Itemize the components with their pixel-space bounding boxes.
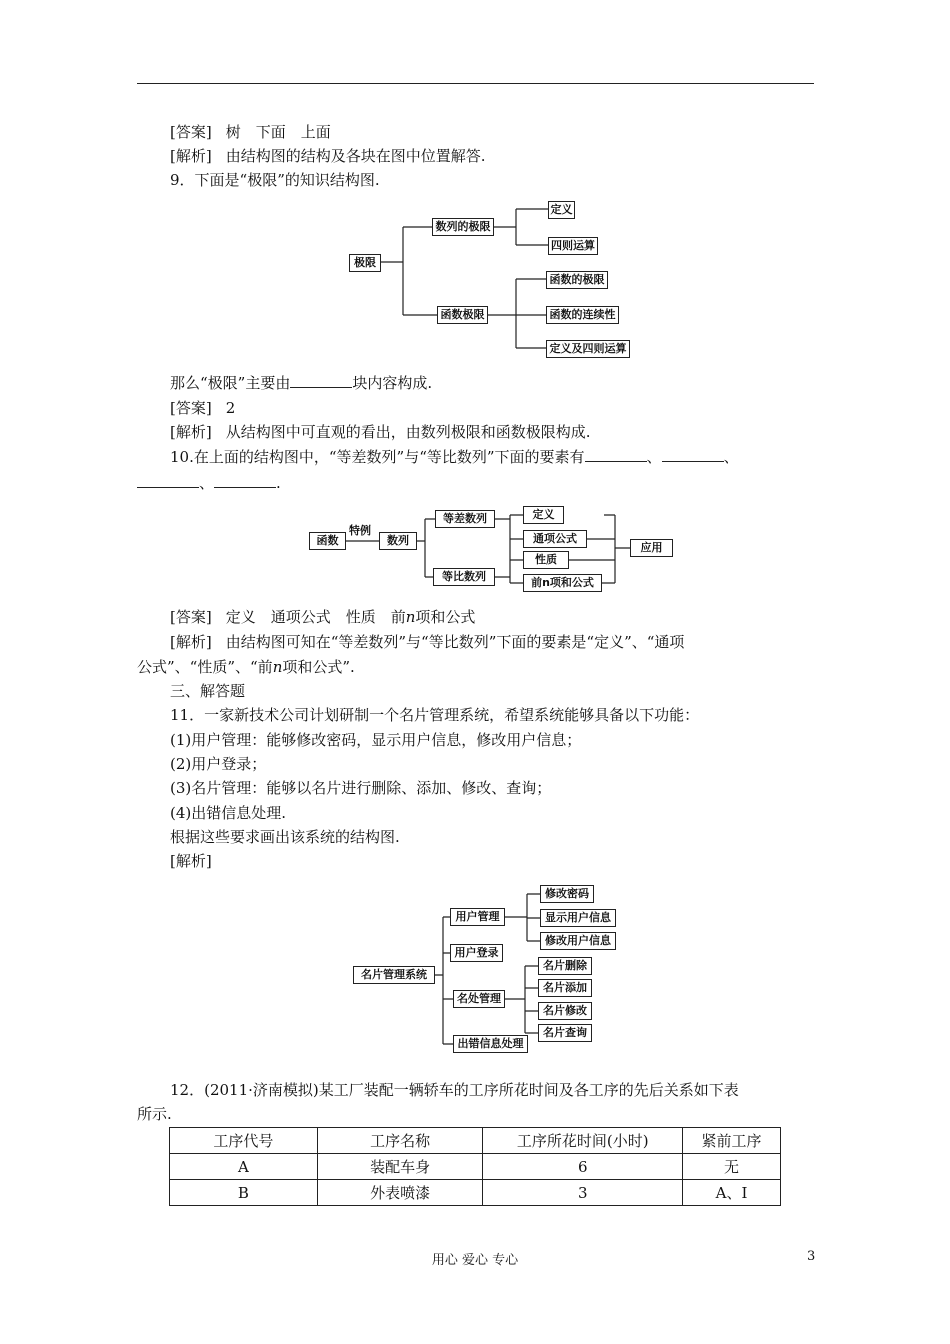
- period: .: [276, 474, 281, 492]
- diagram-label-special-case: 特例: [349, 524, 371, 537]
- table-cell: A: [170, 1154, 318, 1180]
- table-cell: 6: [483, 1154, 683, 1180]
- table-header: 工序代号: [170, 1128, 318, 1154]
- page-footer: 用心 爱心 专心: [431, 1253, 519, 1268]
- separator: 、: [646, 448, 662, 466]
- table-cell: 无: [683, 1154, 781, 1180]
- diagram-box-user-login: 用户登录: [450, 944, 503, 962]
- q11-item2: (2)用户登录；: [170, 755, 267, 773]
- diagram-box-geometric: 等比数列: [433, 568, 495, 586]
- answer-blank: [137, 474, 199, 488]
- analysis-label: [解析]: [170, 147, 212, 165]
- analysis-text: 从结构图中可直观的看出，由数列极限和函数极限构成.: [225, 423, 591, 441]
- answer-text: 2: [225, 399, 236, 417]
- diagram-box-sequence: 数列: [379, 532, 417, 550]
- q11-item3: (3)名片管理：能够以名片进行删除、添加、修改、查询；: [170, 779, 552, 797]
- analysis-text: 由结构图可知在“等差数列”与“等比数列”下面的要素是“定义”、“通项: [225, 633, 685, 651]
- table-cell: A、I: [683, 1180, 781, 1206]
- diagram-box-edit-user-info: 修改用户信息: [540, 932, 616, 950]
- diagram-box-error-handling: 出错信息处理: [453, 1035, 528, 1053]
- answer-text: 定义 通项公式 性质 前: [225, 608, 406, 626]
- diagram-box-card-system: 名片管理系统: [353, 966, 435, 984]
- table-row: [170, 1180, 781, 1206]
- table-cell: B: [170, 1180, 318, 1206]
- q11-stem: 11．一家新技术公司计划研制一个名片管理系统，希望系统能够具备以下功能：: [170, 706, 700, 724]
- answer-blank: [214, 474, 276, 488]
- q8-answer-line: [170, 121, 331, 143]
- italic-n: n: [272, 658, 283, 676]
- diagram-box-card-modify: 名片修改: [538, 1002, 592, 1020]
- page-number: 3: [807, 1249, 816, 1264]
- answer-label: [答案]: [170, 399, 212, 417]
- diagram-box-card-management: 名处管理: [453, 990, 505, 1008]
- answer-label: [答案]: [170, 123, 212, 141]
- q10-stem-line1: [170, 446, 739, 468]
- q10-stem-line2: [137, 472, 281, 494]
- diagram-box-property: 性质: [523, 551, 569, 569]
- limit-structure-diagram: [340, 195, 640, 365]
- answer-text-end: 项和公式: [415, 608, 476, 626]
- answer-blank: [662, 448, 724, 462]
- section-heading: 三、解答题: [170, 682, 246, 700]
- diagram-box-sequence-limit: 数列的极限: [432, 218, 494, 236]
- answer-text: 树 下面 上面: [225, 123, 331, 141]
- q11-analysis-label: [解析]: [170, 852, 212, 870]
- sequence-structure-diagram: [305, 505, 685, 595]
- diagram-box-definition-operations: 定义及四则运算: [546, 340, 630, 358]
- table-header: 工序名称: [317, 1128, 483, 1154]
- diagram-box-user-management: 用户管理: [450, 908, 505, 926]
- question-text-end: 块内容构成.: [352, 374, 433, 392]
- diagram-box-change-password: 修改密码: [540, 885, 594, 903]
- process-table: [169, 1127, 781, 1206]
- table-cell: 装配车身: [317, 1154, 483, 1180]
- diagram-box-card-query: 名片查询: [538, 1024, 592, 1042]
- diagram-box-function-limit: 函数极限: [437, 306, 488, 324]
- diagram-box-card-delete: 名片删除: [538, 957, 592, 975]
- analysis-label: [解析]: [170, 633, 212, 651]
- q10-stem: 10.在上面的结构图中，“等差数列”与“等比数列”下面的要素有: [170, 448, 585, 466]
- diagram-box-function-limit-leaf: 函数的极限: [546, 271, 608, 289]
- diagram-box-arithmetic: 等差数列: [435, 510, 495, 528]
- diagram-box-definition: 定义: [548, 201, 575, 219]
- answer-blank: [585, 448, 647, 462]
- diagram-box-continuity: 函数的连续性: [546, 306, 619, 324]
- diagram-box-show-user-info: 显示用户信息: [540, 909, 616, 927]
- q10-answer-line: [170, 606, 475, 628]
- analysis-text-end: 项和公式”.: [282, 658, 355, 676]
- table-header: 工序所花时间(小时): [483, 1128, 683, 1154]
- separator: 、: [723, 448, 739, 466]
- q9-analysis-line: [170, 421, 591, 443]
- table-row: [170, 1154, 781, 1180]
- diagram-box-general-formula: 通项公式: [523, 530, 587, 548]
- diagram-box-application: 应用: [630, 539, 673, 557]
- diagram-box-four-operations: 四则运算: [548, 237, 598, 255]
- q11-ask: 根据这些要求画出该系统的结构图.: [170, 828, 400, 846]
- separator: 、: [199, 474, 215, 492]
- diagram-box-card-add: 名片添加: [538, 979, 592, 997]
- q11-item1: (1)用户管理：能够修改密码，显示用户信息，修改用户信息；: [170, 731, 582, 749]
- italic-n: n: [405, 608, 416, 626]
- table-header-row: [170, 1128, 781, 1154]
- answer-label: [答案]: [170, 608, 212, 626]
- analysis-text: 公式”、“性质”、“前: [137, 658, 273, 676]
- table-cell: 3: [483, 1180, 683, 1206]
- header-rule: [137, 83, 814, 84]
- table-cell: 外表喷漆: [317, 1180, 483, 1206]
- analysis-label: [解析]: [170, 423, 212, 441]
- q8-analysis-line: [170, 145, 486, 167]
- q10-analysis-line1: [170, 631, 684, 653]
- question-text: 那么“极限”主要由: [170, 374, 291, 392]
- answer-blank: [290, 374, 352, 388]
- diagram-box-definition: 定义: [523, 506, 564, 524]
- q9-question: [170, 372, 432, 394]
- card-system-structure-diagram: [350, 882, 630, 1057]
- diagram-box-function: 函数: [309, 532, 346, 550]
- q10-analysis-line2: [137, 656, 355, 678]
- q12-stem-line1: 12．(2011·济南模拟)某工厂装配一辆轿车的工序所花时间及各工序的先后关系如下表: [170, 1081, 739, 1099]
- q12-stem-line2: 所示.: [137, 1105, 172, 1123]
- q9-stem: 9．下面是“极限”的知识结构图.: [170, 171, 380, 189]
- table-header: 紧前工序: [683, 1128, 781, 1154]
- analysis-text: 由结构图的结构及各块在图中位置解答.: [225, 147, 486, 165]
- diagram-box-limit: 极限: [349, 254, 381, 272]
- q11-item4: (4)出错信息处理.: [170, 804, 287, 822]
- diagram-box-sum-formula: 前n项和公式: [523, 574, 602, 592]
- q9-answer-line: [170, 397, 235, 419]
